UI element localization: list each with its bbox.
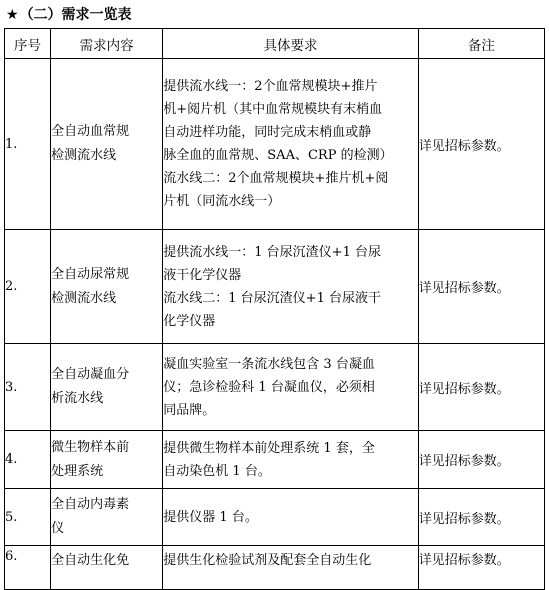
requirement-detail <box>163 59 418 230</box>
table-row <box>5 546 545 590</box>
detail-line: 流水线二：1 台尿沉渣仪+1 台尿液干 <box>163 290 381 306</box>
table-row <box>5 489 545 546</box>
detail-line: 机+阅片机（其中血常规模块有末梢血 <box>163 102 383 117</box>
detail-line: 凝血实验室一条流水线包含 3 台凝血 <box>163 356 375 372</box>
detail-line: 自动进样功能，同时完成末梢血或静 <box>163 125 372 140</box>
name-line: 全自动尿常规 <box>51 266 130 282</box>
requirement-detail <box>163 344 418 431</box>
detail-line: 液干化学仪器 <box>163 267 242 283</box>
table-row <box>5 59 545 230</box>
row-number: 6. <box>5 546 51 590</box>
detail-line: 提供仪器 1 台。 <box>163 509 258 525</box>
row-number: 2. <box>5 230 51 344</box>
table-header-row <box>5 29 545 59</box>
row-number: 3. <box>5 344 51 431</box>
row-number: 4. <box>5 431 51 489</box>
detail-line: 片机（同流水线一） <box>163 194 281 209</box>
name-line: 仪 <box>51 521 65 536</box>
requirement-name <box>51 431 163 489</box>
name-line: 全自动生化免 <box>51 553 130 568</box>
detail-line: 自动染色机 1 台。 <box>163 463 271 479</box>
detail-line: 仪；急诊检验科 1 台凝血仪，必须相 <box>163 379 375 395</box>
name-line: 微生物样本前 <box>51 439 130 455</box>
detail-line: 提供流水线一：2个血常规模块+推片 <box>163 79 378 94</box>
detail-line: 提供生化检验试剂及配套全自动生化 <box>163 553 372 568</box>
requirement-name <box>51 230 163 344</box>
detail-line: 提供微生物样本前处理系统 1 套，全 <box>163 440 375 456</box>
name-line: 全自动内毒素 <box>51 497 130 512</box>
detail-line: 流水线二：2个血常规模块+推片机+阅 <box>163 171 389 186</box>
requirement-note: 详见招标参数。 <box>418 230 544 344</box>
requirement-name <box>51 344 163 431</box>
row-number: 1. <box>5 59 51 230</box>
header-no: 序号 <box>5 29 51 59</box>
name-line: 检测流水线 <box>51 290 117 306</box>
table-row <box>5 230 545 344</box>
detail-line: 提供流水线一：1 台尿沉渣仪+1 台尿 <box>163 244 381 260</box>
requirement-name <box>51 489 163 546</box>
table-row <box>5 431 545 489</box>
requirement-detail <box>163 230 418 344</box>
requirement-name <box>51 59 163 230</box>
section-title-text: （二）需求一览表 <box>19 7 132 23</box>
detail-line: 化学仪器 <box>163 313 216 329</box>
requirement-detail <box>163 431 418 489</box>
requirement-detail <box>163 546 418 590</box>
requirement-name <box>51 546 163 590</box>
requirement-note: 详见招标参数。 <box>418 489 544 546</box>
name-line: 处理系统 <box>51 463 104 479</box>
star-icon: ★ <box>6 7 19 23</box>
row-number: 5. <box>5 489 51 546</box>
name-line: 全自动凝血分 <box>51 367 130 382</box>
header-requirements: 具体要求 <box>163 29 418 59</box>
header-name: 需求内容 <box>51 29 163 59</box>
requirement-note: 详见招标参数。 <box>418 546 544 590</box>
name-line: 析流水线 <box>51 391 104 406</box>
name-line: 检测流水线 <box>51 148 117 163</box>
requirements-table <box>4 28 545 590</box>
requirement-note: 详见招标参数。 <box>418 344 544 431</box>
requirement-detail <box>163 489 418 546</box>
requirement-note: 详见招标参数。 <box>418 431 544 489</box>
detail-line: 同品牌。 <box>163 402 216 418</box>
table-row <box>5 344 545 431</box>
name-line: 全自动血常规 <box>51 124 130 139</box>
header-note: 备注 <box>418 29 544 59</box>
requirement-note: 详见招标参数。 <box>418 59 544 230</box>
detail-line: 脉全血的血常规、SAA、CRP 的检测） <box>163 148 393 163</box>
section-heading <box>6 4 132 26</box>
